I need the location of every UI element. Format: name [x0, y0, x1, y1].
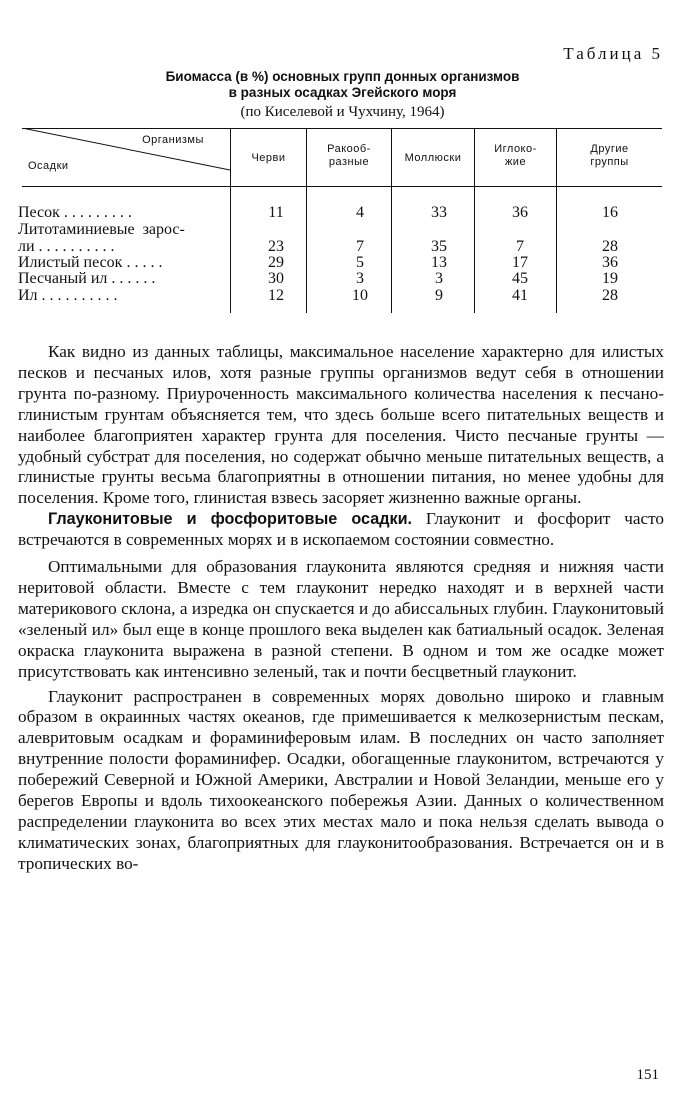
table-title	[0, 69, 685, 101]
row-label-silt: Ил . . . . . . . . . .	[18, 287, 118, 304]
table-cell: 9	[435, 287, 443, 304]
row-label-lithothamnion-2: ли . . . . . . . . . .	[18, 238, 115, 255]
section-heading: Глауконитовые и фосфоритовые осадки.	[48, 510, 413, 529]
table-cell: 7	[356, 238, 364, 255]
column-header-molluscs: Моллюски	[404, 152, 462, 164]
page-number: 151	[636, 1067, 659, 1083]
table-cell: 7	[516, 238, 524, 255]
row-label-sand: Песок . . . . . . . . .	[18, 204, 132, 221]
paragraph-glauconite-phosphorite	[18, 509, 664, 551]
column-header-crustaceans: Ракооб- разные	[327, 143, 371, 168]
table-cell: 3	[435, 270, 443, 287]
table-cell: 17	[512, 254, 528, 271]
column-header-worms: Черви	[251, 152, 286, 164]
table-cell: 16	[602, 204, 618, 221]
table-label: Таблица 5	[563, 44, 663, 63]
table-cell: 29	[268, 254, 284, 271]
row-label-silty-sand: Илистый песок . . . . .	[18, 254, 163, 271]
table-cell: 28	[602, 287, 618, 304]
table-cell: 36	[512, 204, 528, 221]
row-label-lithothamnion-1: Литотаминиевые зарос-	[18, 221, 185, 238]
corner-header-organisms: Организмы	[142, 134, 204, 146]
table-cell: 35	[431, 238, 447, 255]
column-header-other-groups: Другие группы	[590, 143, 629, 168]
table-title-line-1: Биомасса (в %) основных групп донных организмов	[165, 69, 520, 84]
paragraph-glauconite-formation: Оптимальными для образования глауконита являются средняя и нижняя части неритовой области. Вместе с тем глауконит нередко находят и в верхней части материкового склона, а изредка он спускается и до абиссальных глубин. Глауконитовый «зеленый ил» был еще в конце прошлого века выделен как батиальный осадок. Зеленая окраска глауконита выражена в разной степени. В одном и том же осадке может присутствовать как интенсивно зеленый, так и почти бесцветный глауконит.	[18, 557, 664, 681]
table-source: (по Киселевой и Чухчину, 1964)	[240, 104, 445, 120]
table-cell: 11	[268, 204, 284, 221]
table-cell: 13	[431, 254, 447, 271]
table-cell: 4	[356, 204, 364, 221]
column-header-echinoderms: Иглоко- жие	[494, 143, 537, 168]
table-cell: 3	[356, 270, 364, 287]
table-cell: 28	[602, 238, 618, 255]
table-cell: 36	[602, 254, 618, 271]
table-cell: 10	[352, 287, 368, 304]
table-cell: 23	[268, 238, 284, 255]
table-cell: 30	[268, 270, 284, 287]
table-title-line-2: в разных осадках Эгейского моря	[228, 85, 457, 100]
paragraph-text: Глауконит и фосфорит часто встречаются в современных морях и в ископаемом состоянии совместно.	[18, 509, 664, 550]
table-cell: 12	[268, 287, 284, 304]
table-cell: 45	[512, 270, 528, 287]
paragraph-glauconite-distribution: Глауконит распространен в современных морях довольно широко и главным образом в окраинных частях океанов, где примешивается к мелкозернистым пескам, алевритовым осадкам и фораминиферовым илам. В последних он часто заполняет внутренние полости фораминифер. Осадки, обогащенные глауконитом, встречаются у побережий Северной и Южной Америки, Австралии и Новой Зеландии, меньше его у берегов Европы и вдоль тихоокеанского побережья Азии. Данных о количественном распределении глауконита во всех этих местах мало и пока нельзя сделать вывода о климатических зонах, благоприятных для глауконитообразования. Встречается он и в тропических во-	[18, 686, 664, 873]
table-cell: 33	[431, 204, 447, 221]
row-label-sandy-silt: Песчаный ил . . . . . .	[18, 270, 156, 287]
paragraph-biomass-analysis: Как видно из данных таблицы, максимальное население характерно для илистых песков и песчаных илов, хотя разные группы организмов ведут себя в отношении грунта по-разному. Приуроченность максимального количества населения к песчано-глинистым грунтам объясняется тем, что здесь больше всего питательных веществ и наиболее благоприятен характер грунта для поселения. Чисто песчаные грунты — удобный субстрат для поселения, но содержат обычно меньше питательных веществ, а глинистые грунты весьма благоприятны в отношении питания, но менее удобны для поселения. Кроме того, глинистая взвесь засоряет жизненно важные органы.	[18, 342, 664, 508]
table-cell: 5	[356, 254, 364, 271]
body-text	[18, 342, 664, 875]
table-cell: 19	[602, 270, 618, 287]
corner-header-sediments: Осадки	[28, 160, 69, 172]
table-cell: 41	[512, 287, 528, 304]
